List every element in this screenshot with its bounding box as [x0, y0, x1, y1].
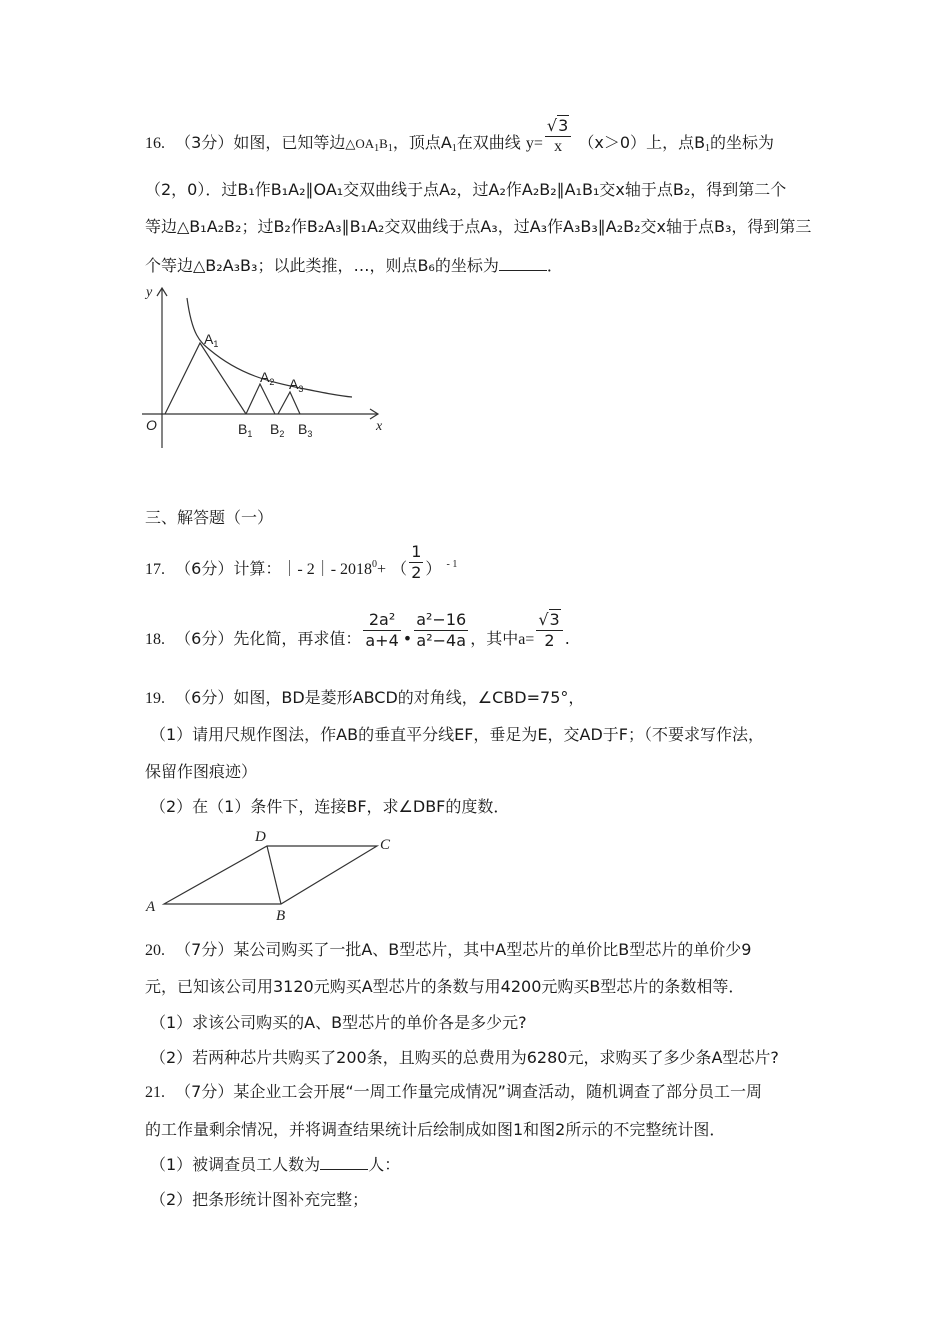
- question-number: 18.: [145, 631, 165, 648]
- domain: （x＞0）: [578, 133, 647, 152]
- text: 人：: [368, 1155, 401, 1174]
- question-score: （6分）: [175, 688, 234, 707]
- q16-line-4: [145, 256, 563, 276]
- expr: +: [377, 561, 387, 578]
- triangle-label: $\triangle OA_1B_1$: [345, 136, 393, 154]
- fraction-value: $\frac{√3}{2}$: [536, 610, 562, 651]
- question-number: 20.: [145, 942, 165, 959]
- triangle-3: [278, 392, 300, 414]
- rhombus-abcd: [164, 846, 377, 904]
- q21-part2: （2）把条形统计图补充完整；: [150, 1190, 369, 1209]
- triangle-1: [165, 343, 246, 414]
- function-lhs: y=: [525, 135, 543, 152]
- question-score: （3分）: [175, 133, 234, 152]
- rhombus-figure: [140, 825, 410, 925]
- q20-line-2: 元，已知该公司用3120元购买A型芯片的条数与用4200元购买B型芯片的条数相等．: [145, 977, 745, 996]
- text: 个等边△B₂A₃B₃；以此类推，…，则点B₆的坐标为: [145, 256, 499, 275]
- label-x: x: [376, 419, 383, 434]
- fraction: $\frac{1}{2}$: [411, 542, 422, 582]
- q19-part2: （2）在（1）条件下，连接BF，求∠DBF的度数．: [150, 797, 510, 816]
- text: 上，点B: [646, 133, 706, 152]
- label-y: y: [146, 285, 153, 300]
- paren: （: [391, 559, 408, 578]
- label-b: B: [276, 908, 286, 924]
- q19-stem: [145, 688, 584, 709]
- text: 在双曲线: [456, 133, 521, 152]
- function-fraction: $\frac{√3}{x}$: [545, 116, 571, 157]
- question-number: 19.: [145, 690, 165, 707]
- label-c: C: [380, 837, 391, 853]
- expr: ｜- 2｜- 2018: [281, 561, 373, 578]
- text: 先化简，再求值：: [233, 629, 362, 648]
- q21-line-1: [145, 1082, 762, 1103]
- label-o: O: [146, 417, 157, 433]
- q20-part2: （2）若两种芯片共购买了200条，且购买的总费用为6280元，求购买了多少条A型芯片?: [150, 1048, 779, 1067]
- question-score: （7分）: [175, 940, 234, 959]
- text: 计算：: [233, 559, 282, 578]
- text: a=: [518, 631, 535, 648]
- question-number: 16.: [145, 135, 165, 152]
- exponent: - 1: [446, 559, 458, 570]
- dot: •: [402, 629, 413, 648]
- text: ．: [546, 256, 563, 275]
- paren: ）: [425, 559, 442, 578]
- answer-blank[interactable]: [499, 256, 547, 271]
- text: 某公司购买了一批A、B型芯片，其中A型芯片的单价比B型芯片的单价少9: [233, 940, 752, 959]
- label-a2: $A_2$: [260, 369, 275, 387]
- hyperbola-triangles-figure: [140, 280, 400, 450]
- label-b2: $B_2$: [270, 421, 285, 439]
- label-a1: $A_1$: [204, 331, 219, 349]
- label-d: D: [255, 829, 266, 845]
- answer-blank[interactable]: [320, 1155, 368, 1170]
- text: 某企业工会开展“一周工作量完成情况”调查活动，随机调查了部分员工一周: [233, 1082, 762, 1101]
- q16-line-3: 等边△B₁A₂B₂；过B₂作B₂A₃∥B₁A₂交双曲线于点A₃，过A₃作A₃B₃∥A₂B₂交x轴于点B₃，得到第三: [145, 217, 812, 236]
- label-b3: $B_3$: [298, 421, 313, 439]
- text: 如图，BD是菱形ABCD的对角线，∠CBD=75°，: [233, 688, 585, 707]
- triangle-2: [246, 384, 275, 414]
- q18: [145, 610, 570, 651]
- question-number: 21.: [145, 1084, 165, 1101]
- superscript: 0: [372, 559, 378, 570]
- subscript: 1: [451, 143, 457, 154]
- text: ，顶点A: [392, 133, 452, 152]
- text: 的坐标为: [710, 133, 775, 152]
- label-a: A: [146, 899, 156, 915]
- q20-part1: （1）求该公司购买的A、B型芯片的单价各是多少元?: [150, 1013, 527, 1032]
- q21-part1: [150, 1155, 400, 1175]
- text: ，其中: [470, 629, 519, 648]
- fraction-1: $\frac{\text{2a²}}{a+4}$: [365, 610, 399, 650]
- question-score: （7分）: [175, 1082, 234, 1101]
- question-score: （6分）: [175, 559, 234, 578]
- label-a3: $A_3$: [289, 376, 304, 394]
- q16-line-1: [145, 116, 775, 159]
- section-title: 三、解答题（一）: [145, 508, 274, 527]
- text: .: [564, 629, 570, 648]
- q21-line-2: 的工作量剩余情况，并将调查结果统计后绘制成如图1和图2所示的不完整统计图．: [145, 1120, 726, 1139]
- fraction-2: $\frac{\text{a²−16}}{\text{a²−4a}}$: [416, 610, 467, 650]
- text: （1）被调查员工人数为: [150, 1155, 321, 1174]
- subscript: 1: [705, 143, 711, 154]
- diagonal-bd: [267, 846, 281, 904]
- q19-part1-a: （1）请用尺规作图法，作AB的垂直平分线EF，垂足为E，交AD于F；（不要求写作法，: [150, 725, 764, 744]
- label-b1: $B_1$: [238, 421, 253, 439]
- question-score: （6分）: [175, 629, 234, 648]
- q20-line-1: [145, 940, 751, 961]
- q17: [145, 542, 458, 583]
- q19-part1-b: 保留作图痕迹）: [145, 762, 258, 781]
- question-number: 17.: [145, 561, 165, 578]
- text: 如图，已知等边: [233, 133, 346, 152]
- q16-line-2: （2，0）．过B₁作B₁A₂∥OA₁交双曲线于点A₂，过A₂作A₂B₂∥A₁B₁交x轴于点B₂，得到第二个: [145, 180, 787, 199]
